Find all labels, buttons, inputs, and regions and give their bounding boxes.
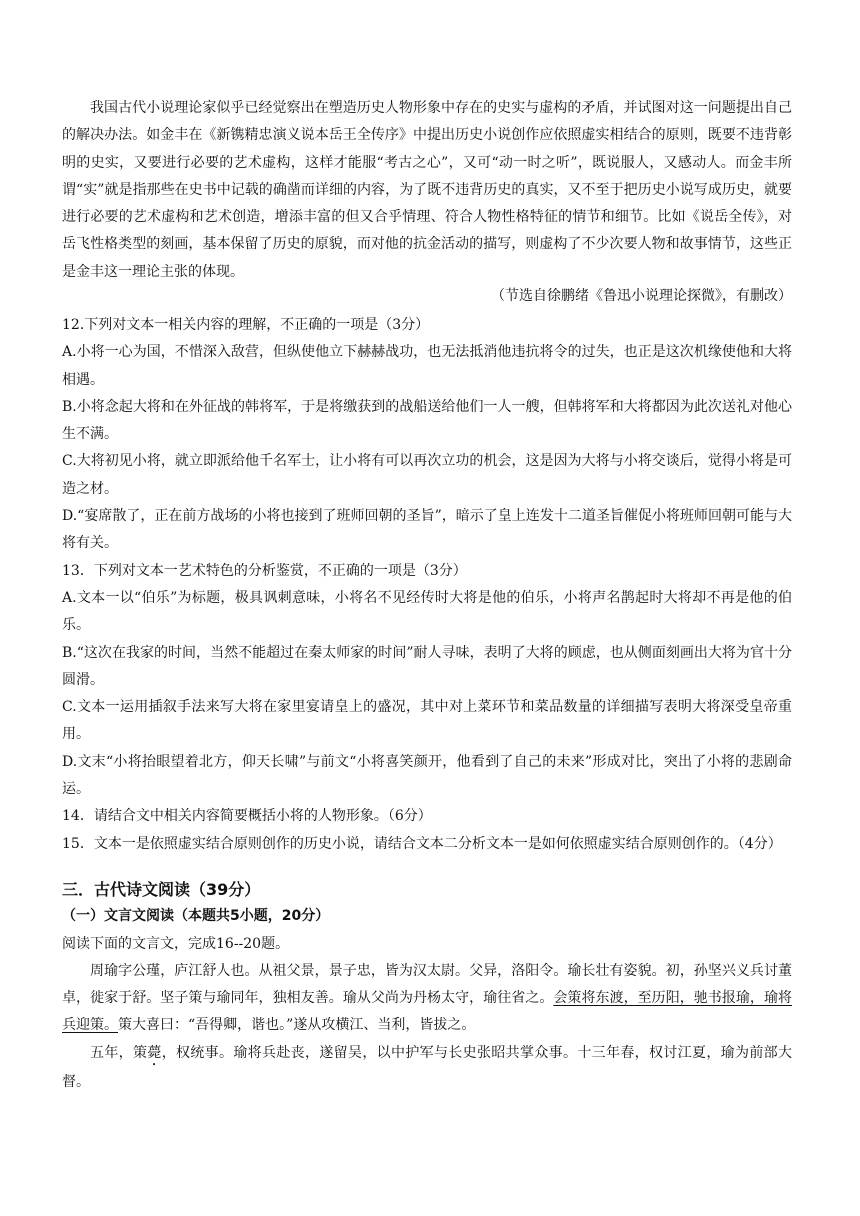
- question-12-option-c: C.大将初见小将，就立即派给他千名军士，让小将有可以再次立功的机会，这是因为大将与小将交谈后，觉得小将是可造之材。: [62, 453, 792, 497]
- question-12: [62, 312, 792, 858]
- question-12-stem: 12.下列对文本一相关内容的理解，不正确的一项是（3分）: [62, 317, 430, 333]
- question-12-option-a: A.小将一心为国，不惜深入敌营，但纵使他立下赫赫战功，也无法抵消他违抗将令的过失，也正是这次机缘使他和大将相遇。: [62, 344, 792, 388]
- question-13-option-d: D.文末“小将抬眼望着北方，仰天长啸”与前文“小将喜笑颜开，他看到了自己的未来”形成对比，突出了小将的悲剧命运。: [62, 753, 792, 798]
- question-12-option-b: B.小将念起大将和在外征战的韩将军，于是将缴获到的战船送给他们一人一艘，但韩将军和大将都因为此次送礼对他心生不满。: [62, 398, 792, 443]
- passage2-paragraph: 我国古代小说理论家似乎已经觉察出在塑造历史人物形象中存在的史实与虚构的矛盾，并试图对这一问题提出自己的解决办法。如金丰在《新镌精忠演义说本岳王全传序》中提出历史小说创作应依照虚实相结合的原则，既要不违背彰明的史实，又要进行必要的艺术虚构，这样才能服“考古之心”，又可“动一时之听”，既说服人，又感动人。而金丰所谓“实”就是指那些在史书中记载的确凿而详细的内容，为了既不违背历史的真实，又不至于把历史小说写成历史，就要进行必要的艺术虚构和艺术创造，增添丰富的但又合乎情理、符合人物性格特征的情节和细节。比如《说岳全传》，对岳飞性格类型的刻画，基本保留了历史的原貌，而对他的抗金活动的描写，则虚构了不少次要人物和故事情节，这些正是金丰这一理论主张的体现。: [62, 100, 792, 280]
- reading-instruction: 阅读下面的文言文，完成16--20题。: [62, 935, 290, 952]
- subsection-1-title: （一）文言文阅读（本题共5小题，20分）: [62, 908, 330, 925]
- question-13-option-c: C.文本一运用插叙手法来写大将在家里宴请皇上的盛况，其中对上菜环节和菜品数量的详细描写表明大将深受皇帝重用。: [62, 699, 792, 743]
- question-12-option-d: D.“宴席散了，正在前方战场的小将也接到了班师回朝的圣旨”，暗示了皇上连发十二道圣旨催促小将班师回朝可能与大将有关。: [62, 508, 792, 552]
- classical-paragraph-1: 周瑜字公瑾，庐江舒人也。从祖父景，景子忠，皆为汉太尉。父异，洛阳令。瑜长壮有姿貌。初，孙坚兴义兵讨董卓，徙家于舒。坚子策与瑜同年，独相友善。瑜从父尚为丹杨太守，瑜往省之。会策将东渡，至历阳，驰书报瑜，瑜将兵迎策。策大喜曰：“吾得卿，谐也。”遂从攻横江、当利，皆拔之。: [62, 962, 793, 1034]
- question-15: 15．文本一是依照虚实结合原则创作的历史小说，请结合文本二分析文本一是如何依照虚实结合原则创作的。（4分）: [62, 835, 782, 852]
- section-3-title: 三．古代诗文阅读（39分）: [62, 880, 261, 899]
- question-14: 14．请结合文中相关内容简要概括小将的人物形象。（6分）: [62, 808, 432, 825]
- question-13-option-b: B.“这次在我家的时间，当然不能超过在秦太师家的时间”耐人寻味，表明了大将的顾虑，也从侧面刻画出大将为官十分圆滑。: [62, 644, 792, 688]
- question-13-option-a: A.文本一以“伯乐”为标题，极具讽刺意味，小将名不见经传时大将是他的伯乐，小将声名鹊起时大将却不再是他的伯乐。: [62, 589, 792, 634]
- emphasized-char: 薨: [147, 1044, 162, 1061]
- passage2-source: （节选自徐鹏绪《鲁迅小说理论探微》，有删改）: [491, 288, 792, 304]
- classical-paragraph-2: 五年，策薨，权统事。瑜将兵赴丧，遂留吴，以中护军与长史张昭共掌众事。十三年春，权讨江夏，瑜为前部大督。: [62, 1044, 793, 1090]
- question-13-stem: 13．下列对文本一艺术特色的分析鉴赏，不正确的一项是（3分）: [62, 562, 467, 579]
- section-3: [62, 876, 792, 1096]
- underlined-sentence: 会策将东渡，至历阳，驰书报瑜，瑜将兵迎策。: [62, 990, 793, 1034]
